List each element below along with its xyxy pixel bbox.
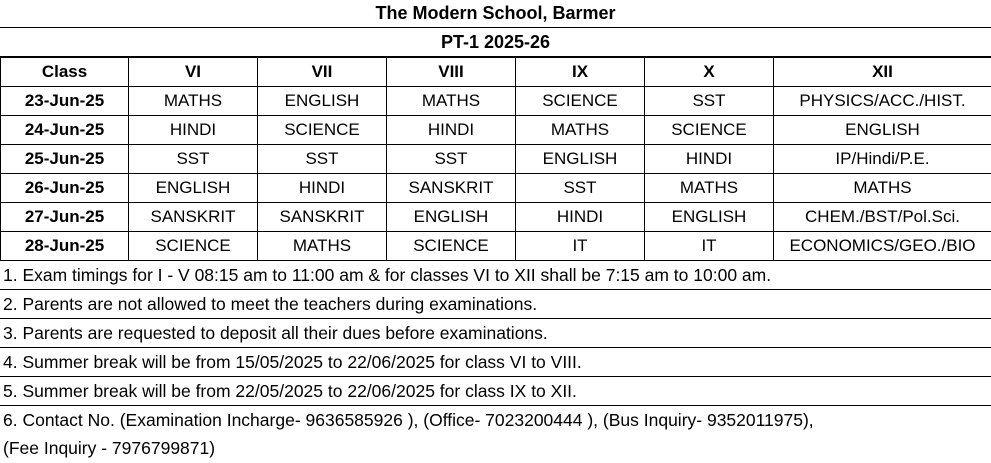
date-cell: 23-Jun-25 — [1, 87, 129, 116]
subject-cell: IP/Hindi/P.E. — [774, 145, 991, 174]
header-vii: VII — [258, 58, 387, 87]
table-row — [1, 116, 991, 145]
exam-title: PT-1 2025-26 — [0, 28, 991, 57]
subject-cell: IT — [645, 232, 774, 261]
note-dues: 3. Parents are requested to deposit all their dues before examinations. — [0, 319, 991, 348]
subject-cell: ENGLISH — [516, 145, 645, 174]
subject-cell: SANSKRIT — [129, 203, 258, 232]
subject-cell: IT — [516, 232, 645, 261]
note-contact-numbers: 6. Contact No. (Examination Incharge- 9636585926 ), (Office- 7023200444 ), (Bus Inquiry- 9352011975), — [0, 406, 991, 434]
table-row — [1, 174, 991, 203]
subject-cell: HINDI — [129, 116, 258, 145]
subject-cell: MATHS — [258, 232, 387, 261]
table-row — [1, 203, 991, 232]
date-cell: 28-Jun-25 — [1, 232, 129, 261]
note-parents-meeting: 2. Parents are not allowed to meet the teachers during examinations. — [0, 290, 991, 319]
subject-cell: ENGLISH — [129, 174, 258, 203]
subject-cell: SST — [645, 87, 774, 116]
subject-cell: HINDI — [387, 116, 516, 145]
date-cell: 27-Jun-25 — [1, 203, 129, 232]
note-exam-timings: 1. Exam timings for I - V 08:15 am to 11:00 am & for classes VI to XII shall be 7:15 am to 10:00 am. — [0, 261, 991, 290]
table-row — [1, 87, 991, 116]
header-x: X — [645, 58, 774, 87]
subject-cell: SST — [258, 145, 387, 174]
table-row — [1, 232, 991, 261]
header-class: Class — [1, 58, 129, 87]
header-vi: VI — [129, 58, 258, 87]
note-summer-break-vi-viii: 4. Summer break will be from 15/05/2025 to 22/06/2025 for class VI to VIII. — [0, 348, 991, 377]
subject-cell: SST — [516, 174, 645, 203]
subject-cell: SANSKRIT — [258, 203, 387, 232]
header-viii: VIII — [387, 58, 516, 87]
date-cell: 26-Jun-25 — [1, 174, 129, 203]
subject-cell: SCIENCE — [387, 232, 516, 261]
subject-cell: ENGLISH — [258, 87, 387, 116]
subject-cell: CHEM./BST/Pol.Sci. — [774, 203, 991, 232]
subject-cell: SST — [129, 145, 258, 174]
subject-cell: MATHS — [387, 87, 516, 116]
subject-cell: MATHS — [645, 174, 774, 203]
table-header-row — [1, 58, 991, 87]
note-summer-break-ix-xii: 5. Summer break will be from 22/05/2025 to 22/06/2025 for class IX to XII. — [0, 377, 991, 406]
subject-cell: SCIENCE — [258, 116, 387, 145]
date-cell: 24-Jun-25 — [1, 116, 129, 145]
subject-cell: HINDI — [258, 174, 387, 203]
subject-cell: MATHS — [774, 174, 991, 203]
subject-cell: ECONOMICS/GEO./BIO — [774, 232, 991, 261]
subject-cell: SANSKRIT — [387, 174, 516, 203]
subject-cell: PHYSICS/ACC./HIST. — [774, 87, 991, 116]
subject-cell: ENGLISH — [387, 203, 516, 232]
header-ix: IX — [516, 58, 645, 87]
subject-cell: ENGLISH — [645, 203, 774, 232]
subject-cell: SCIENCE — [129, 232, 258, 261]
header-xii: XII — [774, 58, 991, 87]
subject-cell: HINDI — [516, 203, 645, 232]
schedule-table — [0, 57, 991, 261]
subject-cell: MATHS — [129, 87, 258, 116]
note-fee-inquiry: (Fee Inquiry - 7976799871) — [0, 434, 991, 463]
school-name: The Modern School, Barmer — [0, 0, 991, 28]
date-cell: 25-Jun-25 — [1, 145, 129, 174]
table-row — [1, 145, 991, 174]
subject-cell: SCIENCE — [645, 116, 774, 145]
subject-cell: SCIENCE — [516, 87, 645, 116]
subject-cell: SST — [387, 145, 516, 174]
subject-cell: ENGLISH — [774, 116, 991, 145]
subject-cell: HINDI — [645, 145, 774, 174]
subject-cell: MATHS — [516, 116, 645, 145]
